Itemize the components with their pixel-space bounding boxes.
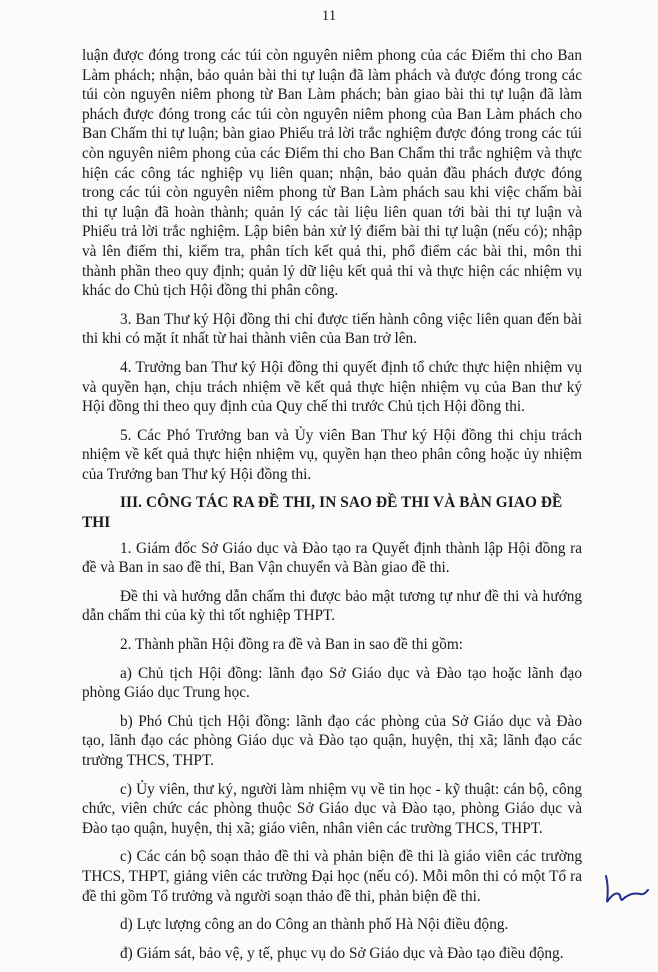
paragraph-item-a: a) Chủ tịch Hội đồng: lãnh đạo Sở Giáo dục và Đào tạo hoặc lãnh đạo phòng Giáo dục Trung học. [82, 664, 582, 702]
document-body [82, 46, 582, 972]
page-number: 11 [321, 8, 337, 24]
initials-signature [602, 872, 650, 906]
paragraph-4: 4. Trưởng ban Thư ký Hội đồng thi quyết định tổ chức thực hiện nhiệm vụ và quyền hạn, chịu trách nhiệm về kết quả thực hiện nhiệm vụ của Ban thư ký Hội đồng thi theo quy định của Quy chế thi trước Chủ tịch Hội đồng thi. [82, 358, 582, 416]
paragraph-item-c2: c) Các cán bộ soạn thảo đề thi và phản biện đề thi là giáo viên các trường THCS, THPT, giảng viên các trường Đại học (nếu có). Mỗi môn thi có một Tổ ra đề thi gồm Tổ trưởng và người soạn thảo đề thi, phản biện đề thi. [82, 848, 582, 905]
paragraph-item-1: 1. Giám đốc Sở Giáo dục và Đào tạo ra Quyết định thành lập Hội đồng ra đề và Ban in sao đề thi, Ban Vận chuyển và Bàn giao đề thi. [82, 539, 582, 577]
paragraph-item-b: b) Phó Chủ tịch Hội đồng: lãnh đạo các phòng của Sở Giáo dục và Đào tạo, lãnh đạo các phòng Giáo dục và Đào tạo quận, huyện, thị xã; lãnh đạo các trường THCS, THPT. [82, 712, 582, 769]
paragraph-continued: luận được đóng trong các túi còn nguyên niêm phong của các Điểm thi cho Ban Làm phách; nhận, bảo quản bài thi tự luận đã làm phách và được đóng trong các túi còn nguyên niêm phong từ Ban Làm phách; bàn giao bài thi tự luận đã làm phách được đóng trong các túi còn nguyên niêm phong của Ban Làm phách cho Ban Chấm thi tự luận; bàn giao Phiếu trả lời trắc nghiệm được đóng trong các túi còn nguyên niêm phong của các Điểm thi cho Ban Chấm thi trắc nghiệm và thực hiện các công tác nghiệp vụ liên quan; nhận, bảo quản đầu phách được đóng trong các túi còn nguyên niêm phong từ Ban Làm phách sau khi việc chấm bài thi tự luận đã hoàn thành; quản lý các tài liệu liên quan tới bài thi tự luận và Phiếu trả lời trắc nghiệm. Lập biên bản xử lý điểm bài thi tự luận (nếu có); nhập và lên điểm thi, kiểm tra, phân tích kết quả thi, phổ điểm các bài thi, môn thi thành phần theo quy định; quản lý dữ liệu kết quả thi và thực hiện các nhiệm vụ khác do Chủ tịch Hội đồng thi phân công. [82, 47, 582, 300]
paragraph-item-c1: c) Ủy viên, thư ký, người làm nhiệm vụ về tin học - kỹ thuật: cán bộ, công chức, viên chức các phòng thuộc Sở Giáo dục và Đào tạo, phòng Giáo dục và Đào tạo quận, huyện, thị xã; giáo viên, nhân viên các trường THCS, THPT. [82, 780, 582, 837]
section-heading: III. CÔNG TÁC RA ĐỀ THI, IN SAO ĐỀ THI VÀ BÀN GIAO ĐỀ THI [82, 494, 563, 532]
paragraph-confidentiality: Đề thi và hướng dẫn chấm thi được bảo mật tương tự như đề thi và hướng dẫn chấm thi của kỳ thi tốt nghiệp THPT. [82, 587, 582, 625]
paragraph-item-dd: đ) Giám sát, bảo vệ, y tế, phục vụ do Sở Giáo dục và Đào tạo điều động. [120, 944, 564, 962]
paragraph-3: 3. Ban Thư ký Hội đồng thi chỉ được tiến hành công việc liên quan đến bài thi khi có mặt ít nhất từ hai thành viên của Ban trở lên. [82, 310, 582, 348]
paragraph-item-d: d) Lực lượng công an do Công an thành phố Hà Nội điều động. [120, 916, 509, 934]
paragraph-item-2: 2. Thành phần Hội đồng ra đề và Ban in sao đề thi gồm: [120, 636, 463, 654]
paragraph-5: 5. Các Phó Trưởng ban và Ủy viên Ban Thư ký Hội đồng thi chịu trách nhiệm về kết quả thực hiện nhiệm vụ, quyền hạn theo phân công hoặc ủy nhiệm của Trưởng ban Thư ký Hội đồng thi. [82, 426, 582, 483]
